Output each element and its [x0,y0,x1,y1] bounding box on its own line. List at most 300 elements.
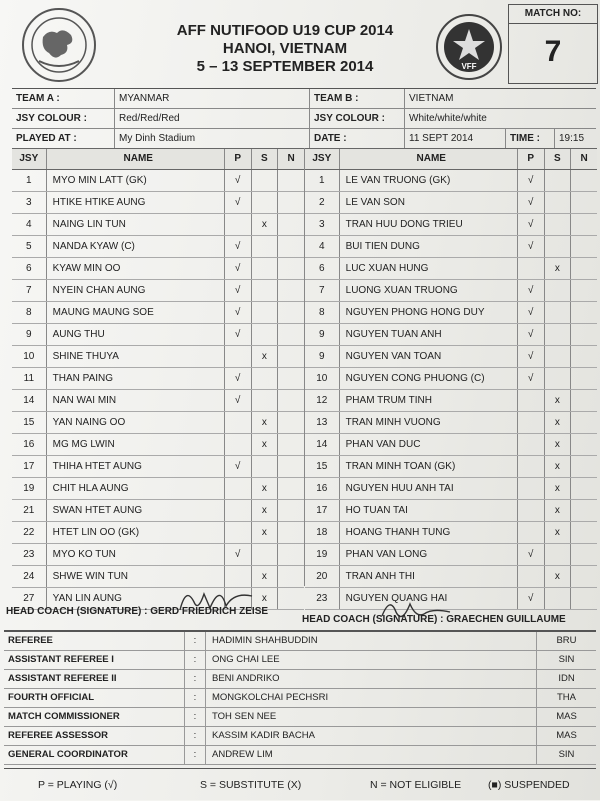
player-playing [518,522,545,543]
player-playing: √ [518,544,545,565]
player-playing: √ [518,192,545,213]
official-nationality: MAS [556,730,577,741]
player-not-eligible [571,170,597,191]
official-colon: : [185,651,206,669]
player-playing [225,214,252,235]
col-s: S [252,149,279,169]
player-not-eligible [278,500,304,521]
player-playing [225,478,252,499]
player-name: TRAN HUU DONG TRIEU [340,214,518,235]
player-name: MYO MIN LATT (GK) [47,170,225,191]
player-playing: √ [225,324,252,345]
match-officials [4,630,596,765]
player-row [305,412,597,434]
coach-signatures [6,596,596,626]
player-substitute [252,324,279,345]
player-not-eligible [278,566,304,587]
player-substitute: x [252,478,279,499]
player-row [12,192,304,214]
col-p: P [518,149,545,169]
title-line-3: 5 – 13 SEPTEMBER 2014 [196,58,374,75]
player-name: PHAN VAN LONG [340,544,518,565]
player-jsy: 17 [305,500,340,521]
player-playing [518,456,545,477]
player-jsy: 21 [12,500,47,521]
player-name: HTIKE HTIKE AUNG [47,192,225,213]
player-name: TRAN MINH VUONG [340,412,518,433]
player-substitute: x [545,500,572,521]
title-block [140,22,430,76]
player-substitute [545,214,572,235]
player-row [305,566,597,588]
player-not-eligible [571,346,597,367]
official-nationality: SIN [558,654,575,665]
official-colon: : [185,727,206,745]
player-name: MYO KO TUN [47,544,225,565]
player-row [12,544,304,566]
player-jsy: 6 [305,258,340,279]
player-jsy: 19 [305,544,340,565]
player-row [12,522,304,544]
player-substitute: x [545,566,572,587]
player-not-eligible [571,456,597,477]
player-row [12,368,304,390]
player-row [12,456,304,478]
jsy-colour-b-label: JSY COLOUR : [310,109,405,128]
player-name: NGUYEN HUU ANH TAI [340,478,518,499]
player-jsy: 10 [12,346,47,367]
col-s: S [545,149,572,169]
player-playing [518,500,545,521]
player-jsy: 22 [12,522,47,543]
official-role: GENERAL COORDINATOR [4,746,185,764]
player-playing: √ [225,456,252,477]
player-substitute [252,258,279,279]
team-b-value: VIETNAM [409,93,454,104]
player-substitute: x [252,500,279,521]
player-name: NYEIN CHAN AUNG [47,280,225,301]
team-a-value: MYANMAR [115,89,310,108]
time-label: TIME : [506,129,555,148]
player-row [12,434,304,456]
player-playing [518,566,545,587]
official-name: ANDREW LIM [206,746,537,764]
player-not-eligible [278,522,304,543]
player-row [305,368,597,390]
official-role: FOURTH OFFICIAL [4,689,185,707]
player-playing: √ [518,236,545,257]
official-nationality: MAS [556,711,577,722]
player-jsy: 2 [305,192,340,213]
player-row [12,236,304,258]
player-substitute: x [252,214,279,235]
player-playing: √ [518,170,545,191]
player-not-eligible [571,500,597,521]
player-not-eligible [571,522,597,543]
player-row [12,390,304,412]
legend-playing: P = PLAYING (√) [38,779,118,791]
player-not-eligible [571,544,597,565]
player-playing: √ [225,280,252,301]
player-name: YAN NAING OO [47,412,225,433]
official-colon: : [185,670,206,688]
roster-team-a [12,148,305,604]
official-role: ASSISTANT REFEREE II [4,670,185,688]
player-substitute [252,302,279,323]
date-value: 11 SEPT 2014 [405,129,506,148]
player-substitute [545,302,572,323]
player-not-eligible [278,412,304,433]
player-playing [225,434,252,455]
player-jsy: 9 [305,346,340,367]
player-substitute [545,170,572,191]
match-no-value: 7 [544,35,562,68]
player-playing: √ [225,390,252,411]
player-not-eligible [571,368,597,389]
player-playing: √ [225,236,252,257]
player-substitute: x [545,258,572,279]
official-name: MONGKOLCHAI PECHSRI [206,689,537,707]
player-name: THAN PAING [47,368,225,389]
player-not-eligible [571,214,597,235]
player-name: MG MG LWIN [47,434,225,455]
player-jsy: 14 [305,434,340,455]
player-name: NAING LIN TUN [47,214,225,235]
player-jsy: 4 [305,236,340,257]
player-playing [518,390,545,411]
player-row [12,170,304,192]
played-at-value: My Dinh Stadium [115,129,310,148]
player-substitute: x [545,478,572,499]
player-jsy: 8 [12,302,47,323]
player-playing [518,258,545,279]
player-name: CHIT HLA AUNG [47,478,225,499]
player-substitute: x [252,522,279,543]
player-not-eligible [571,434,597,455]
title-line-1: AFF NUTIFOOD U19 CUP 2014 [176,22,394,39]
player-row [12,566,304,588]
player-row [305,324,597,346]
player-substitute: x [252,434,279,455]
player-jsy: 4 [12,214,47,235]
player-name: BUI TIEN DUNG [340,236,518,257]
player-jsy: 16 [12,434,47,455]
player-not-eligible [278,280,304,301]
player-not-eligible [571,324,597,345]
player-jsy: 7 [12,280,47,301]
official-row [4,670,596,689]
col-n: N [580,153,588,164]
col-jsy: JSY [12,149,47,169]
player-substitute [252,170,279,191]
player-jsy: 16 [305,478,340,499]
player-jsy: 15 [12,412,47,433]
official-name: ONG CHAI LEE [206,651,537,669]
player-name: PHAN VAN DUC [340,434,518,455]
player-not-eligible [278,390,304,411]
official-nationality: IDN [558,673,575,684]
player-jsy: 18 [305,522,340,543]
player-playing: √ [518,368,545,389]
player-jsy: 14 [12,390,47,411]
player-substitute [252,390,279,411]
player-name: MAUNG MAUNG SOE [47,302,225,323]
player-not-eligible [278,478,304,499]
player-playing: √ [225,368,252,389]
player-row [305,192,597,214]
player-name: NGUYEN QUANG HAI [340,588,518,609]
player-jsy: 9 [12,324,47,345]
official-colon: : [185,746,206,764]
player-substitute [545,236,572,257]
player-not-eligible [278,434,304,455]
player-name: TRAN MINH TOAN (GK) [340,456,518,477]
player-not-eligible [571,390,597,411]
player-jsy: 9 [305,324,340,345]
official-role: REFEREE [4,632,185,650]
player-name: THIHA HTET AUNG [47,456,225,477]
player-jsy: 1 [305,170,340,191]
jsy-colour-a-label: JSY COLOUR : [12,109,115,128]
col-p: P [225,149,252,169]
player-not-eligible [278,324,304,345]
player-jsy: 5 [12,236,47,257]
col-name: NAME [340,149,518,169]
match-no-label: MATCH NO: [509,5,597,24]
player-name: LUC XUAN HUNG [340,258,518,279]
player-row [12,280,304,302]
player-row [305,390,597,412]
player-row [305,478,597,500]
player-not-eligible [278,544,304,565]
aff-logo-icon [22,8,96,82]
roster-header [305,148,597,170]
player-jsy: 11 [12,368,47,389]
player-substitute [252,192,279,213]
official-colon: : [185,708,206,726]
player-jsy: 1 [12,170,47,191]
roster-header [12,148,304,170]
player-row [305,302,597,324]
roster-team-b [305,148,597,604]
vff-logo-text: VFF [461,62,477,71]
legend-substitute: S = SUBSTITUTE (X) [200,779,302,791]
vff-logo-icon [436,14,502,80]
col-jsy: JSY [305,149,340,169]
player-name: PHAM TRUM TINH [340,390,518,411]
player-name: KYAW MIN OO [47,258,225,279]
official-name: HADIMIN SHAHBUDDIN [206,632,537,650]
player-row [12,258,304,280]
player-name: NGUYEN VAN TOAN [340,346,518,367]
player-substitute: x [545,412,572,433]
player-substitute: x [545,456,572,477]
player-jsy: 23 [12,544,47,565]
player-not-eligible [571,566,597,587]
player-name: LE VAN TRUONG (GK) [340,170,518,191]
official-name: BENI ANDRIKO [206,670,537,688]
team-a-label: TEAM A : [12,89,115,108]
official-row [4,746,596,765]
legend [4,768,596,801]
player-jsy: 20 [305,566,340,587]
official-row [4,651,596,670]
player-not-eligible [278,346,304,367]
player-jsy: 23 [305,588,340,609]
player-row [305,280,597,302]
player-row [12,346,304,368]
player-jsy: 17 [12,456,47,477]
official-nationality: THA [557,692,576,703]
player-jsy: 15 [305,456,340,477]
team-b-label: TEAM B : [310,89,405,108]
player-jsy: 24 [12,566,47,587]
player-substitute [545,368,572,389]
player-not-eligible [278,302,304,323]
player-name: LUONG XUAN TRUONG [340,280,518,301]
player-not-eligible [278,236,304,257]
player-playing: √ [225,302,252,323]
player-playing [225,522,252,543]
player-row [305,258,597,280]
player-not-eligible [571,412,597,433]
player-name: SWAN HTET AUNG [47,500,225,521]
match-number-box [508,4,598,84]
player-not-eligible [571,258,597,279]
player-row [12,412,304,434]
player-not-eligible [571,302,597,323]
player-playing: √ [518,214,545,235]
player-name: HTET LIN OO (GK) [47,522,225,543]
player-substitute: x [252,566,279,587]
player-playing: √ [225,192,252,213]
player-row [305,434,597,456]
player-substitute: x [545,390,572,411]
date-label: DATE : [310,129,405,148]
player-playing: √ [518,302,545,323]
player-not-eligible [278,170,304,191]
player-playing [225,346,252,367]
player-row [305,236,597,258]
player-not-eligible [278,214,304,235]
col-n: N [287,153,295,164]
player-substitute: x [252,588,279,609]
official-colon: : [185,632,206,650]
player-playing: √ [518,588,545,609]
player-name: HOANG THANH TUNG [340,522,518,543]
player-substitute: x [545,522,572,543]
player-row [12,478,304,500]
official-role: REFEREE ASSESSOR [4,727,185,745]
player-substitute: x [545,434,572,455]
player-substitute [545,346,572,367]
player-substitute [252,368,279,389]
player-row [305,456,597,478]
player-substitute [545,280,572,301]
player-not-eligible [571,192,597,213]
official-row [4,708,596,727]
player-playing [225,500,252,521]
time-value: 19:15 [559,133,585,144]
player-name: NGUYEN PHONG HONG DUY [340,302,518,323]
player-substitute: x [252,412,279,433]
official-nationality: BRU [556,635,577,646]
player-name: HO TUAN TAI [340,500,518,521]
jsy-colour-b-value: White/white/white [409,113,487,124]
player-name: YAN LIN AUNG [47,588,225,609]
player-row [305,500,597,522]
player-not-eligible [571,236,597,257]
player-name: NANDA KYAW (C) [47,236,225,257]
player-substitute [252,236,279,257]
player-name: NAN WAI MIN [47,390,225,411]
player-playing [518,434,545,455]
player-playing: √ [225,258,252,279]
player-substitute [545,544,572,565]
player-row [305,346,597,368]
official-role: MATCH COMMISSIONER [4,708,185,726]
official-row [4,632,596,651]
player-row [305,214,597,236]
player-name: NGUYEN CONG PHUONG (C) [340,368,518,389]
player-playing [225,412,252,433]
player-playing: √ [518,324,545,345]
player-jsy: 7 [305,280,340,301]
player-jsy: 12 [305,390,340,411]
player-jsy: 27 [12,588,47,609]
player-jsy: 3 [12,192,47,213]
col-name: NAME [47,149,225,169]
player-substitute: x [252,346,279,367]
player-substitute [252,456,279,477]
player-playing: √ [225,544,252,565]
legend-suspended: (■) SUSPENDED [488,779,570,791]
player-name: NGUYEN TUAN ANH [340,324,518,345]
official-row [4,727,596,746]
player-row [12,324,304,346]
player-row [12,214,304,236]
official-row [4,689,596,708]
title-line-2: HANOI, VIETNAM [222,40,348,57]
player-playing: √ [225,170,252,191]
player-jsy: 8 [305,302,340,323]
player-playing: √ [518,280,545,301]
player-name: LE VAN SON [340,192,518,213]
header [0,0,600,88]
official-role: ASSISTANT REFEREE I [4,651,185,669]
player-not-eligible [571,280,597,301]
legend-not-eligible: N = NOT ELIGIBLE [370,779,462,791]
player-substitute [545,324,572,345]
player-row [305,170,597,192]
player-jsy: 13 [305,412,340,433]
player-jsy: 6 [12,258,47,279]
player-row [12,302,304,324]
player-row [305,544,597,566]
player-substitute [252,280,279,301]
player-substitute [545,192,572,213]
player-not-eligible [278,192,304,213]
player-name: TRAN ANH THI [340,566,518,587]
coach-a: HEAD COACH (SIGNATURE) : GERD FRIEDRICH ZEISE [6,606,269,617]
player-not-eligible [571,478,597,499]
official-nationality: SIN [558,749,575,760]
player-row [12,500,304,522]
info-row-venue [12,129,596,149]
player-substitute [252,544,279,565]
player-name: SHWE WIN TUN [47,566,225,587]
info-row-teams [12,89,596,109]
